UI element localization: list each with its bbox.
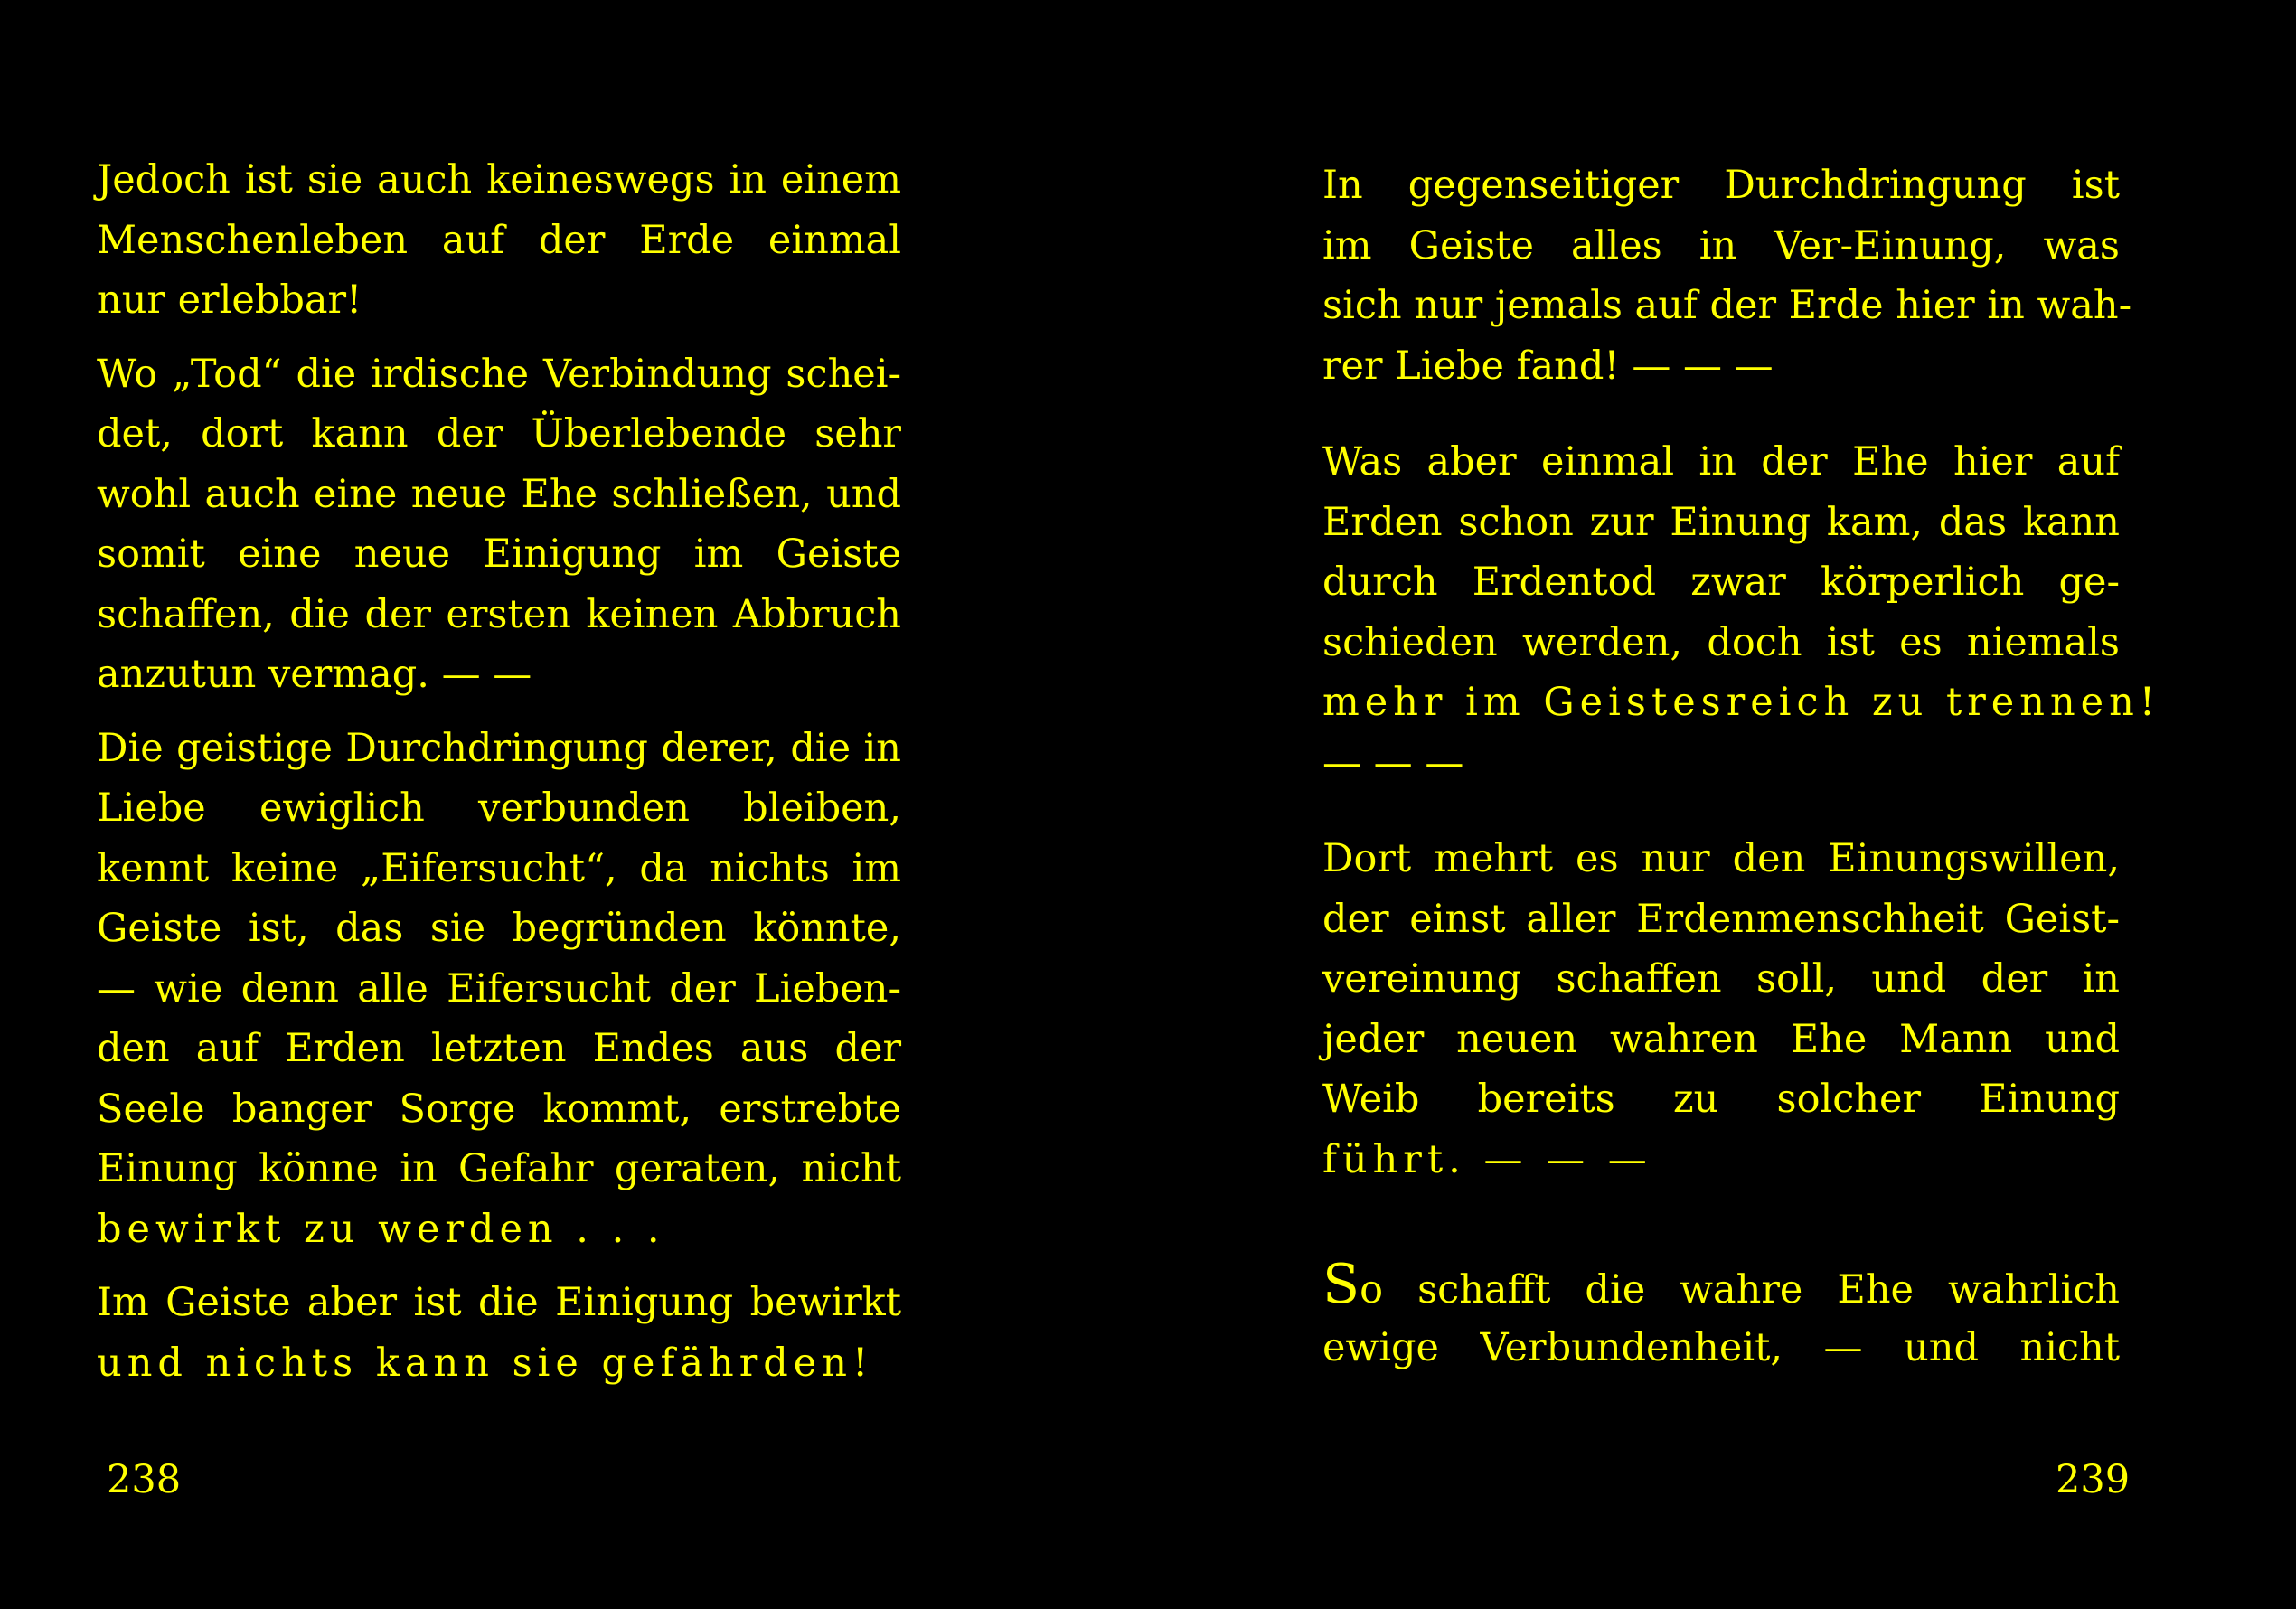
paragraph-gap bbox=[1322, 793, 2120, 829]
text-line: Wo „Tod“ die irdische Verbindung schei- bbox=[97, 351, 901, 397]
left-page-text bbox=[97, 150, 901, 1393]
paragraph-gap bbox=[97, 705, 901, 719]
text-line bbox=[1322, 1253, 2120, 1318]
page-number-left: 238 bbox=[107, 1457, 182, 1502]
left-paragraph-3 bbox=[97, 719, 901, 1260]
text-line: rer Liebe fand! — — — bbox=[1322, 343, 1774, 389]
text-line: Dort mehrt es nur den Einungswillen, bbox=[1322, 836, 2120, 881]
text-line: Jedoch ist sie auch keineswegs in einem bbox=[97, 157, 901, 202]
drop-cap: S bbox=[1322, 1253, 1360, 1316]
text-line: sich nur jemals auf der Erde hier in wah- bbox=[1322, 283, 2132, 328]
text-line: im Geiste alles in Ver-Einung, was bbox=[1322, 222, 2120, 268]
paragraph-gap bbox=[1322, 1190, 2120, 1257]
text-line: führt. — — — bbox=[1322, 1136, 1652, 1182]
text-line: vereinung schaffen soll, und der in bbox=[1322, 956, 2120, 1002]
text-line: — wie denn alle Eifersucht der Lieben- bbox=[97, 965, 901, 1012]
right-page bbox=[1148, 0, 2296, 1609]
right-paragraph-3 bbox=[1322, 829, 2120, 1190]
text-line: Weib bereits zu solcher Einung bbox=[1322, 1077, 2120, 1122]
left-paragraph-4 bbox=[97, 1273, 901, 1393]
text-line: Geiste ist, das sie begründen könnte, bbox=[97, 906, 901, 951]
text-line: wohl auch eine neue Ehe schließen, und bbox=[97, 471, 901, 517]
text-line: anzutun vermag. — — bbox=[97, 652, 532, 697]
left-paragraph-2 bbox=[97, 344, 901, 705]
left-paragraph-1 bbox=[97, 150, 901, 331]
text-line: und nichts kann sie gefährden! bbox=[97, 1340, 874, 1386]
text-line: den auf Erden letzten Endes aus der bbox=[97, 1026, 901, 1071]
text-line: kennt keine „Eifersucht“, da nichts im bbox=[97, 845, 901, 891]
text-line: der einst aller Erdenmenschheit Geist- bbox=[1322, 896, 2120, 942]
text-line: jeder neuen wahren Ehe Mann und bbox=[1322, 1016, 2120, 1062]
right-paragraph-1 bbox=[1322, 155, 2132, 396]
text-line: somit eine neue Einigung im Geiste bbox=[97, 532, 901, 577]
text-line-rest: o schafft die wahre Ehe wahrlich bbox=[1360, 1267, 2120, 1313]
paragraph-gap bbox=[97, 331, 901, 344]
page-number-right: 239 bbox=[2056, 1457, 2131, 1502]
text-line: Erden schon zur Einung kam, das kann bbox=[1322, 499, 2120, 545]
text-line: Menschenleben auf der Erde einmal bbox=[97, 217, 901, 263]
right-page-text bbox=[1322, 155, 2161, 1378]
text-line: bewirkt zu werden . . . bbox=[97, 1206, 665, 1252]
text-line: In gegenseitiger Durchdringung ist bbox=[1322, 163, 2120, 208]
text-line: nur erlebbar! bbox=[97, 278, 362, 323]
text-line: det, dort kann der Überlebende sehr bbox=[97, 411, 901, 456]
text-line: Liebe ewiglich verbunden bleiben, bbox=[97, 786, 901, 831]
text-line: — — — bbox=[1322, 739, 1464, 786]
text-line: mehr im Geistesreich zu trennen! bbox=[1322, 680, 2161, 725]
text-line: Was aber einmal in der Ehe hier auf bbox=[1322, 439, 2120, 485]
right-paragraph-2 bbox=[1322, 432, 2161, 793]
text-line: durch Erdentod zwar körperlich ge- bbox=[1322, 560, 2120, 605]
right-paragraph-4 bbox=[1322, 1253, 2120, 1378]
paragraph-gap bbox=[1322, 396, 2120, 432]
text-line: Die geistige Durchdringung derer, die in bbox=[97, 725, 901, 771]
text-line: schieden werden, doch ist es niemals bbox=[1322, 619, 2120, 665]
text-line: ewige Verbundenheit, — und nicht bbox=[1322, 1324, 2120, 1370]
text-line: Einung könne in Gefahr geraten, nicht bbox=[97, 1146, 901, 1191]
text-line: Im Geiste aber ist die Einigung bewirkt bbox=[97, 1280, 901, 1325]
text-line: schaffen, die der ersten keinen Abbruch bbox=[97, 591, 901, 637]
paragraph-gap bbox=[97, 1259, 901, 1273]
text-line: Seele banger Sorge kommt, erstrebte bbox=[97, 1086, 901, 1132]
